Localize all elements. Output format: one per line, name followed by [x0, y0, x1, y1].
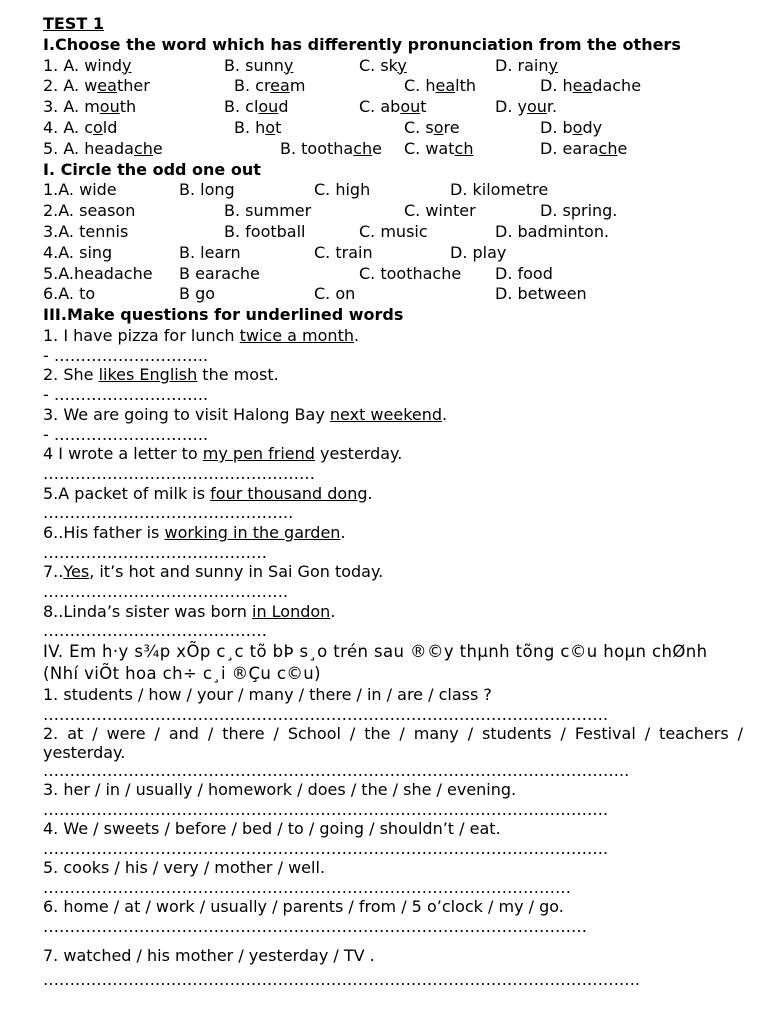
- underlined-phrase: my pen friend: [202, 444, 315, 464]
- underlined-sound: ea: [97, 76, 117, 96]
- answer-option: C. winter: [404, 201, 476, 221]
- answer-option-d: D. rainy: [495, 55, 558, 75]
- answer-line[interactable]: ………………………………………………………………………………………………..: [43, 761, 630, 781]
- scrambled-sentence: 3. her / in / usually / homework / does / the / she / evening.: [43, 780, 517, 800]
- answer-option-d: D. body: [540, 117, 603, 137]
- underlined-sound: o: [572, 117, 583, 137]
- answer-option: D. play: [450, 242, 507, 262]
- question-sentence: 3. We are going to visit Halong Bay next weekend.: [43, 404, 448, 424]
- underlined-sound: o: [433, 117, 444, 137]
- scrambled-sentence: 4. We / sweets / before / bed / to / going / shouldn’t / eat.: [43, 819, 501, 839]
- answer-option: D. spring.: [540, 201, 618, 221]
- answer-option: B. learn: [179, 242, 241, 262]
- answer-line[interactable]: ……………………………………: [43, 621, 267, 641]
- answer-line[interactable]: - ………………………..: [43, 424, 209, 444]
- answer-option-c: C. sore: [404, 117, 460, 137]
- odd-one-out-question: [43, 180, 743, 201]
- answer-option-c: C. about: [359, 97, 427, 117]
- section-4-subheading: (Nhí viÕt hoa ch÷ c¸i ®Çu c©u): [43, 664, 321, 684]
- answer-line[interactable]: - ………………………..: [43, 385, 209, 405]
- underlined-phrase: four thousand dong: [210, 483, 368, 503]
- underlined-sound: ea: [572, 76, 593, 96]
- answer-line[interactable]: …………………………………………………………………………………………….: [43, 839, 609, 859]
- answer-option: D. kilometre: [450, 180, 549, 200]
- underlined-sound: ou: [400, 97, 421, 117]
- pronunciation-question: [43, 56, 743, 77]
- answer-option-b: B. hot: [234, 117, 282, 137]
- answer-option: D. badminton.: [495, 221, 610, 241]
- question-sentence: 1. I have pizza for lunch twice a month.: [43, 325, 360, 345]
- underlined-sound: ea: [270, 76, 290, 96]
- answer-option-c: C. sky: [359, 55, 407, 75]
- answer-option-d: D. earache: [540, 138, 628, 158]
- question-sentence: 4 I wrote a letter to my pen friend yesterday.: [43, 444, 403, 464]
- odd-one-out-question: [43, 284, 743, 305]
- answer-option: D. between: [495, 284, 587, 304]
- answer-line[interactable]: ……………………………………………: [43, 463, 315, 483]
- answer-option-a: 4. A. cold: [43, 117, 118, 137]
- section-3-heading: III.Make questions for underlined words: [43, 305, 404, 325]
- page-title: TEST 1: [43, 14, 104, 33]
- answer-option: C. on: [314, 284, 356, 304]
- answer-option: 1.A. wide: [43, 180, 117, 200]
- answer-option-d: D. your.: [495, 97, 558, 117]
- scrambled-sentence: 1. students / how / your / many / there / in / are / class ?: [43, 685, 492, 705]
- scrambled-sentence: 2. at / were / and / there / School / the / many / students / Festival / teachers / yesterday.: [43, 724, 743, 763]
- odd-one-out-question: [43, 243, 743, 264]
- answer-option: C. toothache: [359, 263, 462, 283]
- odd-one-out-question: [43, 264, 743, 285]
- underlined-sound: y: [548, 55, 558, 75]
- answer-option-b: B. toothache: [280, 138, 382, 158]
- answer-line[interactable]: ………………………………………………………………………………………: [43, 878, 571, 898]
- section-2-heading: I. Circle the odd one out: [43, 159, 261, 179]
- answer-option: D. food: [495, 263, 553, 283]
- pronunciation-question: [43, 139, 743, 160]
- answer-option: 4.A. sing: [43, 242, 113, 262]
- answer-line[interactable]: …………………………………………………………………………………………: [43, 917, 587, 936]
- pronunciation-question: [43, 118, 743, 139]
- answer-option-b: B. cloud: [224, 97, 289, 117]
- underlined-sound: y: [122, 55, 132, 75]
- answer-option-a: 1. A. windy: [43, 55, 132, 75]
- section-1-heading: I.Choose the word which has differently pronunciation from the others: [43, 34, 681, 54]
- underlined-sound: ou: [526, 97, 547, 117]
- question-sentence: 5.A packet of milk is four thousand dong.: [43, 483, 373, 503]
- answer-option: C. music: [359, 221, 428, 241]
- answer-option: C. high: [314, 180, 371, 200]
- section-4-heading: IV. Em h·y s¾p xÕp c¸c tõ bÞ s¸o trén sau ®©y thµnh tõng c©u hoµn chØnh: [43, 642, 708, 662]
- answer-option: B go: [179, 284, 216, 304]
- answer-option-c: C. watch: [404, 138, 474, 158]
- scrambled-sentence: 6. home / at / work / usually / parents / from / 5 o’clock / my / go.: [43, 897, 564, 917]
- underlined-sound: ou: [258, 97, 279, 117]
- underlined-sound: ch: [353, 138, 373, 158]
- odd-one-out-question: [43, 201, 743, 222]
- answer-option: 6.A. to: [43, 284, 96, 304]
- worksheet: [43, 14, 743, 989]
- answer-line[interactable]: - ………………………..: [43, 345, 209, 365]
- answer-option: 2.A. season: [43, 201, 136, 221]
- answer-option-d: D. headache: [540, 76, 642, 96]
- underlined-phrase: twice a month: [239, 325, 354, 345]
- answer-option-a: 5. A. headache: [43, 138, 163, 158]
- underlined-sound: ea: [435, 76, 456, 96]
- underlined-phrase: likes English: [98, 365, 198, 385]
- odd-one-out-question: [43, 222, 743, 243]
- answer-option: B earache: [179, 263, 260, 283]
- underlined-sound: o: [92, 117, 103, 137]
- underlined-sound: ou: [99, 97, 120, 117]
- underlined-phrase: working in the garden: [164, 522, 341, 542]
- answer-option-b: B. sunny: [224, 55, 294, 75]
- answer-option-a: 3. A. mouth: [43, 97, 137, 117]
- question-sentence: 7..Yes, it’s hot and sunny in Sai Gon today.: [43, 562, 384, 582]
- answer-option-b: B. cream: [234, 76, 306, 96]
- answer-option-c: C. health: [404, 76, 476, 96]
- underlined-phrase: Yes: [63, 562, 90, 582]
- answer-line[interactable]: …………………………………………………………………………………………….: [43, 800, 609, 820]
- underlined-sound: o: [265, 117, 276, 137]
- underlined-sound: ch: [133, 138, 153, 158]
- answer-option: 5.A.headache: [43, 263, 153, 283]
- answer-option-a: 2. A. weather: [43, 76, 150, 96]
- underlined-sound: ch: [454, 138, 474, 158]
- answer-line[interactable]: ……………………………………….: [43, 582, 289, 602]
- underlined-phrase: next weekend: [329, 404, 443, 424]
- answer-option: B. football: [224, 221, 306, 241]
- answer-line[interactable]: ……………………………………: [43, 542, 267, 562]
- underlined-sound: y: [397, 55, 407, 75]
- underlined-phrase: in London: [252, 601, 331, 621]
- scrambled-sentence: 5. cooks / his / very / mother / well.: [43, 858, 325, 878]
- answer-option: 3.A. tennis: [43, 221, 129, 241]
- answer-option: B. summer: [224, 201, 312, 221]
- underlined-sound: ch: [598, 138, 618, 158]
- underlined-sound: y: [283, 55, 294, 75]
- question-sentence: 2. She likes English the most.: [43, 365, 279, 385]
- answer-line[interactable]: …………………………………………………………………………………………….: [43, 704, 609, 724]
- answer-line[interactable]: ………………………………………..: [43, 503, 294, 523]
- scrambled-sentence: 7. watched / his mother / yesterday / TV .: [43, 946, 375, 965]
- answer-option: B. long: [179, 180, 235, 200]
- pronunciation-question: [43, 76, 743, 97]
- answer-line[interactable]: ………………………………………………………………………………………………….: [43, 969, 641, 989]
- question-sentence: 6..His father is working in the garden.: [43, 522, 346, 542]
- pronunciation-question: [43, 97, 743, 118]
- answer-option: C. train: [314, 242, 373, 262]
- question-sentence: 8..Linda’s sister was born in London.: [43, 601, 336, 621]
